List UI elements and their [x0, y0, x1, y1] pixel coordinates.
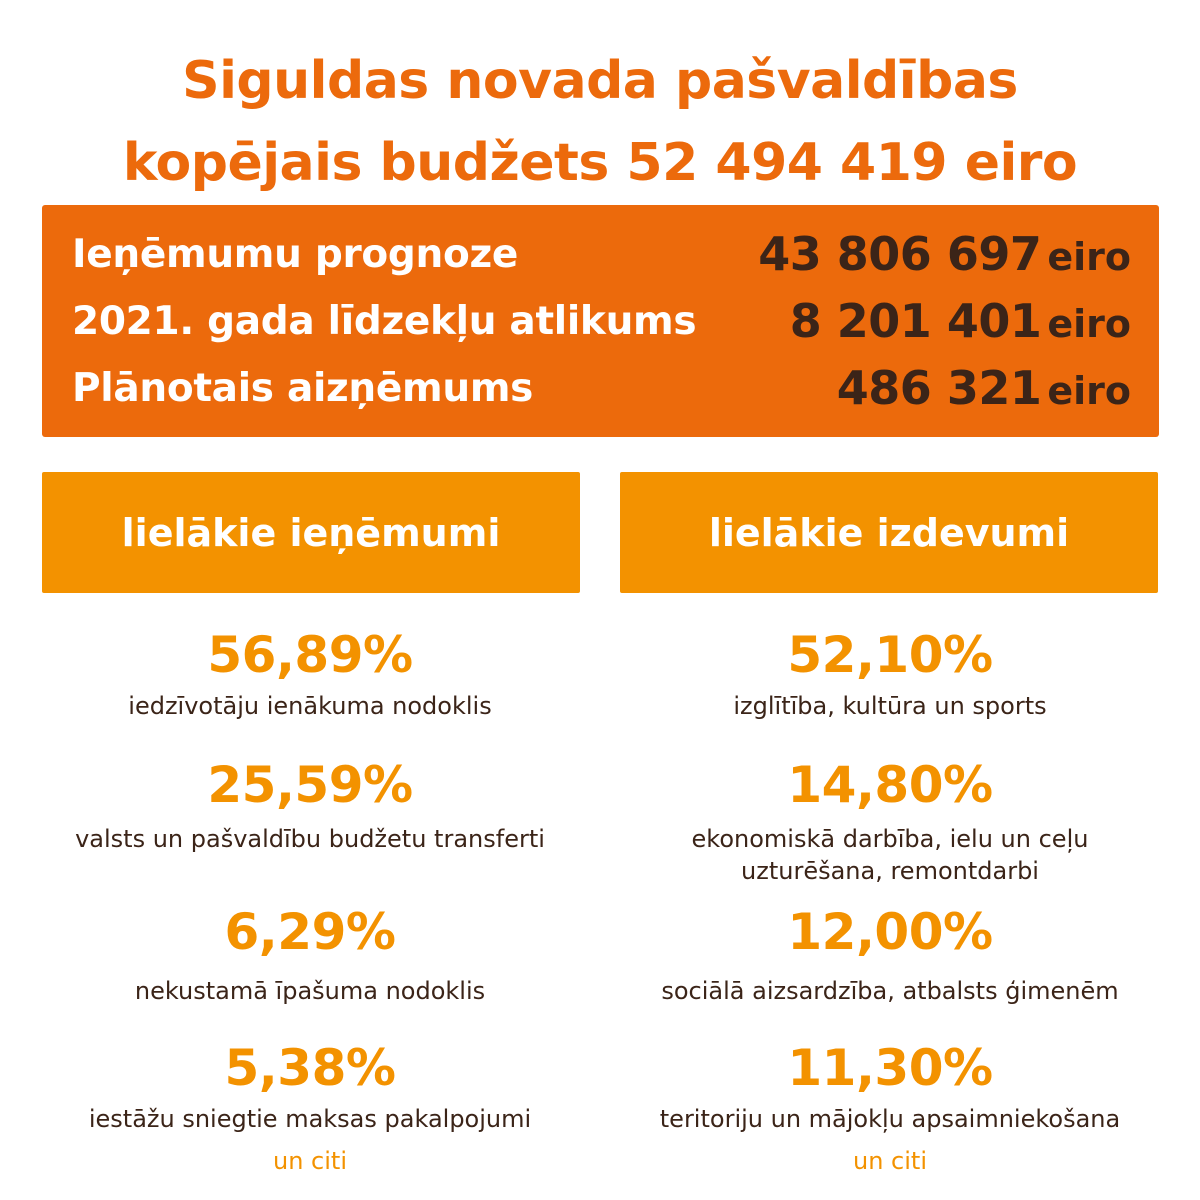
income-description: valsts un pašvaldību budžetu transferti: [75, 825, 545, 853]
summary-value: [837, 361, 1131, 415]
expense-item: [610, 620, 1170, 722]
income-header: lielākie ieņēmumi: [42, 472, 580, 593]
income-percent: 6,29%: [224, 903, 396, 961]
summary-unit: eiro: [1047, 302, 1131, 346]
summary-value: [758, 227, 1131, 281]
income-column: [30, 615, 590, 1195]
summary-label: Plānotais aizņēmums: [72, 365, 534, 411]
expense-description: izglītība, kultūra un sports: [733, 692, 1047, 720]
income-percent: 56,89%: [207, 626, 413, 684]
summary-amount: 486 321: [836, 361, 1042, 415]
expenses-column: [610, 615, 1170, 1195]
expense-percent: 52,10%: [787, 626, 993, 684]
page-title: [0, 40, 1200, 204]
expenses-header: lielākie izdevumi: [620, 472, 1158, 593]
summary-amount: 43 806 697: [758, 227, 1042, 281]
expense-description-line-2: uzturēšana, remontdarbi: [741, 857, 1039, 885]
income-percent: 25,59%: [207, 756, 413, 814]
income-item: [30, 620, 590, 722]
summary-row-revenue-forecast: [72, 221, 1131, 287]
expense-percent: 12,00%: [787, 903, 993, 961]
expense-percent: 14,80%: [787, 756, 993, 814]
expenses-more-label: un citi: [853, 1147, 927, 1175]
income-description: iedzīvotāju ienākuma nodoklis: [128, 692, 492, 720]
income-percent: 5,38%: [224, 1039, 396, 1097]
budget-summary-panel: [42, 205, 1159, 437]
title-line-2: kopējais budžets 52 494 419 eiro: [122, 133, 1078, 193]
expense-item: [610, 750, 1170, 887]
income-description: nekustamā īpašuma nodoklis: [134, 977, 486, 1005]
summary-label: 2021. gada līdzekļu atlikums: [72, 298, 697, 344]
expense-description-line-1: ekonomiskā darbība, ielu un ceļu: [691, 825, 1089, 853]
income-description: iestāžu sniegtie maksas pakalpojumi: [88, 1105, 532, 1133]
title-line-1: Siguldas novada pašvaldības: [182, 51, 1018, 111]
summary-value: [790, 294, 1131, 348]
expense-description: teritoriju un mājokļu apsaimniekošana: [659, 1105, 1121, 1133]
income-more-label: un citi: [273, 1147, 347, 1175]
income-item: [30, 750, 590, 855]
income-item: [30, 1033, 590, 1135]
summary-label: Ieņēmumu prognoze: [72, 231, 519, 277]
expense-item: [610, 1033, 1170, 1135]
summary-amount: 8 201 401: [789, 294, 1042, 348]
expense-percent: 11,30%: [787, 1039, 993, 1097]
summary-unit: eiro: [1047, 369, 1131, 413]
expense-item: [610, 897, 1170, 1007]
summary-row-loan: [72, 355, 1131, 421]
income-item: [30, 897, 590, 1007]
summary-row-balance: [72, 288, 1131, 354]
expense-description: sociālā aizsardzība, atbalsts ģimenēm: [661, 977, 1119, 1005]
summary-unit: eiro: [1047, 235, 1131, 279]
